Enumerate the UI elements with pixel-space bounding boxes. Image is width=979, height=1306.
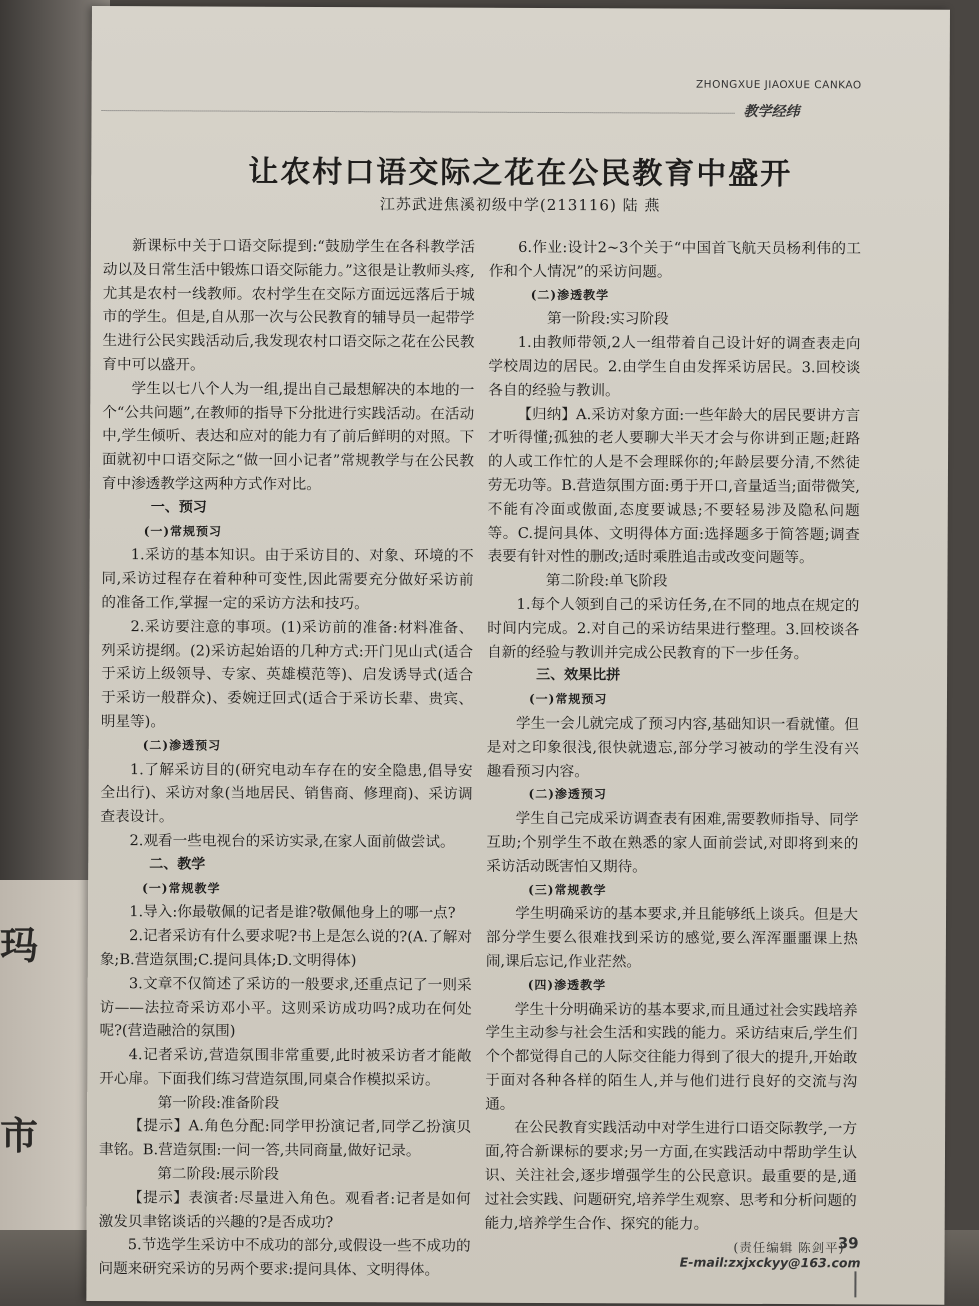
editor-credit: (责任编辑 陈剑平) [733,1240,845,1256]
subsection-heading: (一)常规教学 [142,880,221,896]
page-edge-mark [854,1271,856,1297]
header-rule [102,110,735,114]
paragraph: 1.采访的基本知识。由于采访目的、对象、环境的不同,采访过程存在着种种可变性,因此需要充分做好采访前的准备工作,掌握一定的采访方法和技巧。 [101,546,474,613]
section-heading: 一、预习 [150,499,207,516]
paragraph: 学生自己完成采访调查表有困难,需要教师指导、同学互助;个别学生不敢在熟悉的家人面前尝试,对即将到来的采访活动既害怕又期待。 [486,809,859,876]
stage-heading: 第二阶段:单飞阶段 [545,572,668,590]
paragraph: 【归纳】A.采访对象方面:一些年龄大的居民要讲方言才听得懂;孤独的老人要聊大半天才会与你讲到正题;赶路的人或工作忙的人是不会理睬你的;年龄层要分清,不然徒劳无功等。B.营造氛围方面:勇于开口,音量适当;面带微笑,不能有冷面或傲面,态度要诚恳;不要轻易涉及隐私问题等。C.提问具体、文明得体方面:选择题多于简答题;调查表要有针对性的删改;适时乘胜追击或改变问题等。 [487,405,861,567]
paragraph: 学生以七八个人为一组,提出自己最想解决的本地的一个“公共问题”,在教师的指导下分批进行实践活动。在活动中,学生倾听、表达和应对的能力有了前后鲜明的对照。下面就初中口语交际之“做一回小记者”常规教学与在公民教育中渗透教学这两种方式作对比。 [101,379,475,493]
underlying-glyph-2: 市 [0,1114,39,1158]
paragraph: 3.文章不仅简述了采访的一般要求,还重点记了一则采访——法拉奇采访邓小平。这则采访成功吗?成功在何处呢?(营造融洽的氛围) [99,974,472,1040]
journal-name-en: ZHONGXUE JIAOXUE CANKAO [695,78,862,92]
stage-heading: 第一阶段:实习阶段 [546,310,669,328]
paragraph: 【提示】表演者:尽量进入角色。观看者:记者是如何激发贝聿铭谈话的兴趣的?是否成功? [98,1189,471,1231]
subsection-heading: (一)常规预习 [528,692,608,707]
paragraph: 学生十分明确采访的基本要求,而且通过社会实践培养学生主动参与社会生活和实践的能力。采访结束后,学生们个个都觉得自己的人际交往能力得到了很大的提升,开始敢于面对各种各样的陌生人,并与他们进行良好的交流与沟通。 [485,1000,858,1113]
journal-page [86,6,950,1305]
paragraph: 学生明确采访的基本要求,并且能够纸上谈兵。但是大部分学生要么很难找到采访的感觉,要么浑浑噩噩课上热闹,课后忘记,作业茫然。 [485,905,859,971]
subsection-heading: (三)常规教学 [528,882,607,897]
subsection-heading: (二)渗透预习 [528,787,607,802]
left-column [98,234,475,1283]
paragraph: 2.观看一些电视台的采访实录,在家人面前做尝试。 [129,832,455,851]
article-title: 让农村口语交际之花在公民教育中盛开 [248,154,793,193]
paragraph: 2.记者采访有什么要求呢?书上是怎么说的?(A.了解对象;B.营造氛围;C.提问具体;D.文明得体) [99,927,472,970]
stage-heading: 第一阶段:准备阶段 [157,1093,280,1112]
paragraph: 在公民教育实践活动中对学生进行口语交际教学,一方面,符合新课标的要求;另一方面,在实践活动中帮助学生认识、关注社会,逐步增强学生的公民意识。最重要的是,通过社会实践、问题研究,培养学生观察、思考和分析问题的能力,培养学生合作、探究的能力。 [484,1119,858,1233]
paragraph: 6.作业:设计2~3个关于“中国首飞航天员杨利伟的工作和个人情况”的采访问题。 [488,238,861,281]
paragraph: 1.导入:你最敬佩的记者是谁?敬佩他身上的哪一点? [129,903,456,922]
paragraph: 1.每个人领到自己的采访任务,在不同的地点在规定的时间内完成。2.对自己的采访结果进行整理。3.回校谈各自新的经验与教训并完成公民教育的下一步任务。 [487,595,860,662]
paragraph: 【提示】A.角色分配:同学甲扮演记者,同学乙扮演贝聿铭。B.营造氛围:一问一答,共同商量,做好记录。 [98,1117,472,1160]
paragraph: 5.节选学生采访中不成功的部分,或假设一些不成功的问题来研究采访的另两个要求:提问具体、文明得体。 [98,1236,471,1279]
page-number: 39 [837,1234,859,1253]
article-byline: 江苏武进焦溪初级中学(213116) 陆 燕 [379,195,661,215]
stage-heading: 第二阶段:展示阶段 [157,1165,279,1183]
underlying-glyph-1: 玛 [0,924,39,968]
subsection-heading: (二)渗透预习 [142,737,222,753]
paragraph: 新课标中关于口语交际提到:“鼓励学生在各科教学活动以及日常生活中锻炼口语交际能力。”这很是让教师头疼,尤其是农村一线教师。农村学生在交际方面远远落后于城市的学生。但是,自从那一次与公民教育的辅导员一起带学生进行公民实践活动后,我发现农村口语交际之花在公民教育中可以盛开。 [102,237,475,374]
paragraph: 4.记者采访,营造氛围非常重要,此时被采访者才能敞开心扉。下面我们练习营造氛围,同桌合作模拟采访。 [99,1046,472,1089]
subsection-heading: (四)渗透教学 [527,977,607,992]
section-heading: 三、效果比拼 [536,667,621,684]
section-label: 教学经纬 [743,103,800,121]
paragraph: 1.由教师带领,2人一组带着自己设计好的调查表走向学校周边的居民。2.由学生自由发挥采访居民。3.回校谈各自的经验与教训。 [488,334,861,400]
section-heading: 二、教学 [149,855,206,873]
subsection-heading: (一)常规预习 [143,523,223,539]
paragraph: 学生一会儿就完成了预习内容,基础知识一看就懂。但是对之印象很浅,很快就遗忘,部分学习被动的学生没有兴趣看预习内容。 [486,714,859,780]
subsection-heading: (二)渗透教学 [530,287,610,302]
footer-email: E-mail:zxjxckyy@163.com [679,1254,861,1271]
right-column [485,236,861,1261]
paragraph: 1.了解采访目的(研究电动车存在的安全隐患,倡导安全出行)、采访对象(当地居民、销售商、修理商)、采访调查表设计。 [100,760,473,826]
paragraph: 2.采访要注意的事项。(1)采访前的准备:材料准备、列采访提纲。(2)采访起始语的几种方式:开门见山式(适合于采访上级领导、专家、英雄模范等)、启发诱导式(适合于采访一般群众)、委婉迂回式(适合于采访长辈、贵宾、明星等)。 [100,617,474,731]
